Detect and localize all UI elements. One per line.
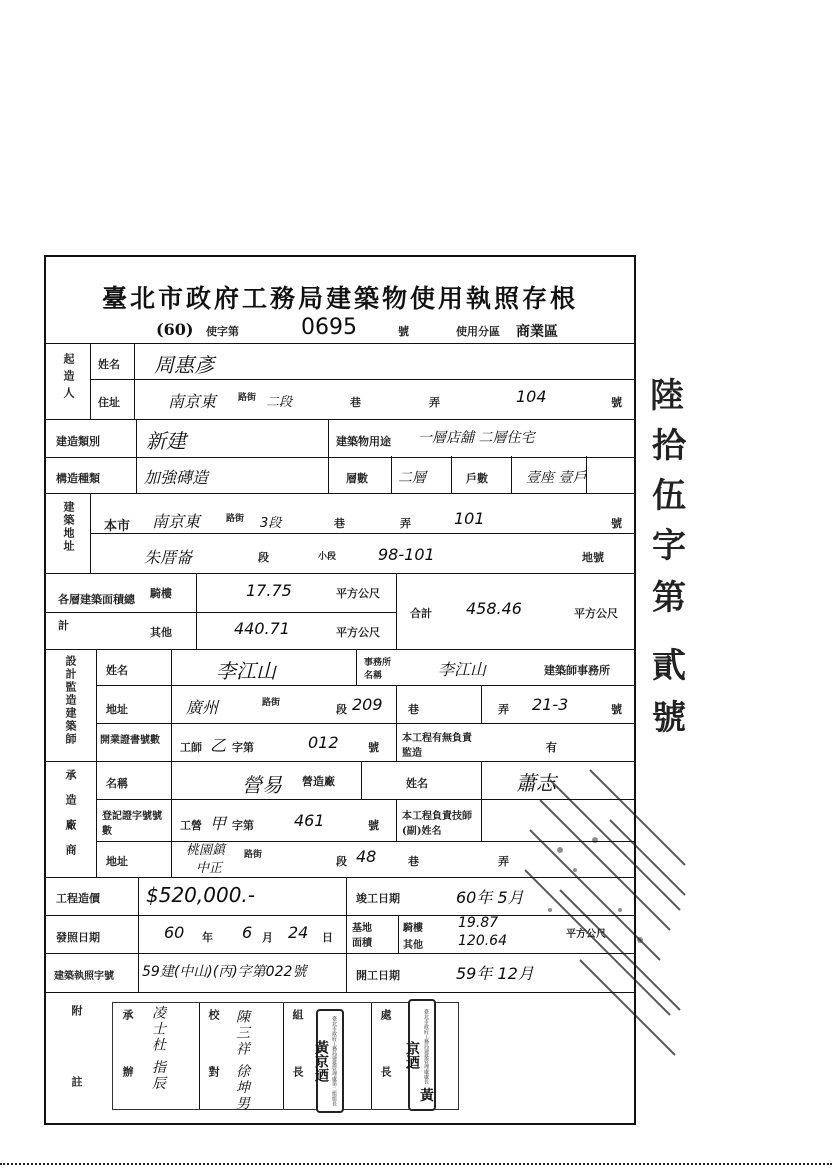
- units-label: 戶數: [466, 472, 488, 485]
- permit-stub-form: 臺北市政府工務局建築物使用執照存根 (60) 使字第 0695 號 使用分區 商業區 起造人 姓名 周惠彥 住址 南京東 路街 二段 巷 弄 104 號 建造類別 新建 建築物用途 一層店舖 二層住宅 構造種類 加強磚造 層數 二層 戶數 壹座 壹戶 建築地址 本市 南京東 路街 3段 巷 弄 101 號 朱厝崙 段 小段 98-101 地號 各層建築面積總計 騎樓 17.75 平方公尺 其他 440.71 平方公尺 合計 458.46 平方公尺 設計監造建築師 姓名 李江山 事務所名稱 李江山 建築師事務所 地址 廣州 路街 段 209 巷 弄 21-3 號 開業證書號數 工師 乙 字第 012 號 本工程有無負責監造 有 承造廠商 名稱 營易 營造廠 姓名 蕭志 登記證字號號數 工營 甲 字第 461 號 本工程負責技師(副)姓名 地址 桃園鎮 中正 路街 段 48 巷 弄 工程造價 $520,000.- 竣工日期 60年 5月 發照日期 60 年 6 月 24 日 基地面積 騎樓 19.87 其他 120.64 平方公尺 建築執照字號 59建(中山)(丙)字第022號 開工日期 59年 12月 附註 承辦 校對 組長 處長 凌士杜 指辰 陳三祥 徐坤男 臺北市政府工務局建築管理處第二組組長 黃京迺 臺北市政府工務局建築管理處處長 黃京迺: [44, 255, 636, 1125]
- designer-no-label: 號: [611, 703, 622, 716]
- arcade-value: 17.75: [246, 581, 292, 600]
- contractor-road-label: 路街: [244, 850, 263, 860]
- total-label: 合計: [410, 607, 432, 620]
- site-subsection-label: 小段: [318, 552, 337, 562]
- cost-label: 工程造價: [56, 892, 100, 905]
- site-city: 本市: [104, 519, 131, 534]
- contractor-section-label: 段: [336, 855, 347, 868]
- chief-seal-name: 黃京迺: [313, 1040, 329, 1082]
- designer-name-value: 李江山: [216, 659, 276, 683]
- site-road: 南京東: [152, 512, 201, 531]
- applicant-section: 二段: [266, 395, 293, 410]
- office-value: 李江山: [438, 660, 487, 679]
- designer-addr-label: 地址: [106, 703, 128, 716]
- director-seal: [404, 999, 436, 1111]
- site-road-label: 路街: [226, 514, 245, 524]
- margin-char-5: 第: [652, 578, 686, 618]
- designer-reg-hao: 號: [368, 741, 379, 754]
- zone-label: 使用分區: [456, 325, 500, 338]
- scan-edge: [0, 1163, 832, 1165]
- designer-section-label: 段: [336, 703, 347, 716]
- site-other-value: 120.64: [458, 933, 507, 949]
- applicant-alley-label: 弄: [429, 396, 440, 409]
- issue-day: 24: [288, 923, 309, 942]
- designer-lane-label: 巷: [408, 703, 419, 716]
- floors-value: 二層: [398, 470, 426, 486]
- zone-value: 商業區: [516, 324, 558, 340]
- site-other-label: 其他: [403, 940, 423, 951]
- site-arcade-value: 19.87: [458, 915, 499, 931]
- total-unit: 平方公尺: [574, 607, 618, 620]
- start-label: 開工日期: [356, 969, 400, 982]
- margin-char-4: 字: [652, 526, 686, 566]
- proofread-signature: 陳三祥 徐坤男: [234, 1009, 250, 1112]
- site-no-label: 號: [611, 517, 622, 530]
- contractor-addr-town: 桃園鎮: [186, 843, 226, 858]
- category-value: 新建: [146, 429, 186, 453]
- start-value: 59年 12月: [456, 964, 534, 983]
- complete-label: 竣工日期: [356, 892, 400, 905]
- designer-reg-no: 012: [308, 733, 339, 752]
- margin-char-3: 伍: [652, 476, 686, 516]
- designer-addr-city: 廣州: [186, 698, 219, 717]
- designer-reg-label: 開業證書號數: [100, 735, 160, 746]
- contractor-person-value: 蕭志: [516, 771, 556, 795]
- contractor-reg-prefix: 工營: [180, 819, 202, 832]
- structure-label: 構造種類: [56, 472, 100, 485]
- permit-hao: 號: [398, 325, 409, 338]
- category-label: 建造類別: [56, 435, 100, 448]
- site-number: 101: [454, 509, 485, 528]
- contractor-addr-road: 中正: [196, 861, 223, 876]
- chief-seal-title: 臺北市政府工務局建築管理處第二組組長: [331, 1016, 337, 1106]
- site-lot-label: 地號: [582, 551, 604, 564]
- eng-supervision-value: 有: [546, 741, 557, 754]
- contractor-reg-grade: 甲: [210, 814, 227, 833]
- contractor-reg-word: 字第: [232, 819, 254, 832]
- contractor-group-label: 承造廠商: [64, 769, 77, 869]
- structure-value: 加強磚造: [144, 468, 209, 487]
- designer-reg-prefix: 工師: [180, 741, 202, 754]
- applicant-name-value: 周惠彥: [154, 353, 214, 377]
- site-district: 朱厝崙: [144, 548, 193, 567]
- designer-road-label: 路街: [262, 698, 281, 708]
- proofread-label: 校對: [207, 1009, 220, 1123]
- director-seal-name: 黃京迺: [404, 1041, 434, 1102]
- handler-signature: 凌士杜 指辰: [150, 1005, 166, 1092]
- other-value: 440.71: [234, 619, 290, 638]
- designer-reg-word: 字第: [232, 741, 254, 754]
- designer-addr-no: 209: [352, 695, 383, 714]
- complete-value: 60年 5月: [456, 888, 524, 907]
- applicant-road: 南京東: [168, 392, 217, 411]
- contractor-reg-no: 461: [294, 811, 325, 830]
- contractor-name-label: 名稱: [106, 777, 128, 790]
- designer-addr-alley: 21-3: [532, 695, 569, 714]
- contractor-reg-hao: 號: [368, 819, 379, 832]
- site-area-label: 基地面積: [352, 923, 372, 949]
- permit-number: 0695: [301, 315, 357, 340]
- contractor-person-label: 姓名: [406, 777, 428, 790]
- site-lane-label: 巷: [334, 517, 345, 530]
- issue-year: 60: [164, 923, 185, 942]
- form-title: 臺北市政府工務局建築物使用執照存根: [101, 284, 578, 313]
- designer-group-label: 設計監造建築師: [64, 655, 77, 746]
- other-unit: 平方公尺: [336, 626, 380, 639]
- office-suffix: 建築師事務所: [544, 664, 610, 677]
- director-label: 處長: [379, 1009, 392, 1123]
- margin-char-7: 號: [652, 698, 686, 738]
- site-lot: 98-101: [378, 545, 435, 564]
- applicant-group-label: 起造人: [62, 353, 75, 404]
- designer-reg-grade: 乙: [210, 736, 227, 755]
- total-value: 458.46: [466, 599, 522, 618]
- contractor-addr-no: 48: [356, 847, 377, 866]
- site-group-label: 建築地址: [62, 501, 75, 553]
- site-district-label: 段: [258, 551, 269, 564]
- margin-char-2: 拾: [652, 426, 686, 466]
- contractor-reg-label: 登記證字號號數: [102, 811, 162, 837]
- issue-month: 6: [242, 923, 253, 942]
- floors-label: 層數: [346, 472, 368, 485]
- handler-label: 承辦: [121, 1009, 134, 1123]
- bld-permit-label: 建築執照字號: [54, 971, 114, 982]
- site-area-unit: 平方公尺: [566, 929, 606, 940]
- issue-label: 發照日期: [56, 931, 100, 944]
- contractor-name-suffix: 營造廠: [302, 775, 335, 788]
- chief-seal: [313, 1009, 344, 1113]
- contractor-addr-label: 地址: [106, 855, 128, 868]
- note-label: 附註: [70, 1005, 83, 1147]
- site-arcade-label: 騎樓: [403, 923, 423, 934]
- applicant-name-label: 姓名: [98, 358, 120, 371]
- permit-word: 使字第: [206, 325, 239, 338]
- margin-char-1: 陸: [650, 376, 684, 416]
- applicant-address-label: 住址: [98, 396, 120, 409]
- applicant-road-label: 路街: [238, 393, 257, 403]
- contractor-name-value: 營易: [242, 773, 282, 797]
- chief-label: 組長: [291, 1009, 304, 1123]
- bld-permit-value: 59建(中山)(丙)字第022號: [142, 964, 307, 980]
- site-alley-label: 弄: [400, 517, 411, 530]
- other-label: 其他: [150, 626, 172, 639]
- arcade-label: 騎樓: [150, 587, 172, 600]
- use-value: 一層店舖 二層住宅: [418, 430, 535, 446]
- year-prefix: (60): [156, 320, 194, 339]
- use-label: 建築物用途: [336, 435, 391, 448]
- designer-name-label: 姓名: [106, 664, 128, 677]
- designer-alley-label: 弄: [498, 703, 509, 716]
- contractor-alley-label: 弄: [498, 855, 509, 868]
- units-value: 壹座 壹戶: [526, 470, 587, 486]
- area-group-label: 各層建築面積總計: [58, 593, 135, 632]
- office-label: 事務所名稱: [364, 658, 392, 681]
- applicant-lane-label: 巷: [350, 396, 361, 409]
- cost-value: $520,000.-: [146, 883, 256, 907]
- margin-char-6: 貳: [652, 646, 686, 686]
- director-seal-title: 臺北市政府工務局建築管理處處長: [423, 1008, 429, 1084]
- contractor-lane-label: 巷: [408, 855, 419, 868]
- eng-supervision-label: 本工程有無負責監造: [402, 733, 472, 759]
- arcade-unit: 平方公尺: [336, 587, 380, 600]
- tech-label: 本工程負責技師(副)姓名: [402, 811, 472, 837]
- applicant-number: 104: [516, 387, 547, 406]
- site-section: 3段: [260, 516, 282, 531]
- applicant-no-label: 號: [611, 396, 622, 409]
